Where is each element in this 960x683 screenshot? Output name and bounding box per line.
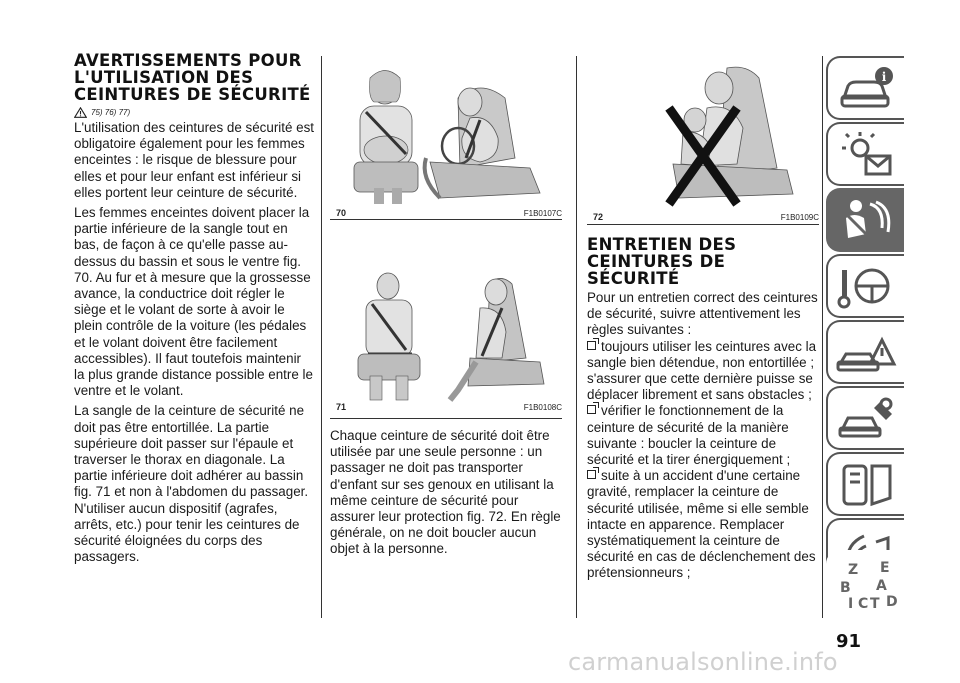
tab-warning-lights[interactable]	[826, 122, 904, 186]
index-letter: D	[886, 594, 898, 610]
bullet-marker-icon	[587, 405, 596, 414]
list-item: toujours utiliser les ceintures avec la sangle bien détendue, non entortillée ; s'assurer que cette dernière puisse se déplacer librement et sans obstacles ;	[587, 338, 817, 403]
warning-reference	[74, 106, 314, 118]
breakdown-icon	[836, 326, 898, 380]
figure-72	[587, 58, 819, 220]
paragraph-belt-position: Les femmes enceintes doivent placer la partie inférieure de la sangle tout en bas, de façon à ce qu'elle passe au-dessus du bassin et sous le ventre fig. 70. Au fur et à mesure que la grossesse avance, la conductrice doit régler le siège et le volant de sorte à avoir le plein contrôle de la voiture (les pédales et le volant doivent être facilement accessibles). Il faut toutefois maintenir la plus grande distance possible entre le ventre et le volant.	[74, 205, 313, 399]
tab-maintenance[interactable]	[826, 386, 904, 450]
tab-safety[interactable]	[826, 188, 904, 252]
figure-71	[330, 262, 562, 412]
technical-data-icon	[836, 458, 898, 512]
column-divider-2	[576, 56, 577, 618]
index-letter: C	[858, 596, 869, 612]
index-letter: E	[880, 560, 890, 576]
list-item: suite à un accident d'une certaine gravité, remplacer la ceinture de sécurité utilisée, même si elle semble intacte en apparence. Remplacer systématiquement la ceinture de sécurité en cas de déclenchement des prétensionneurs ;	[587, 468, 816, 581]
warning-lights-icon	[836, 128, 898, 182]
seat-airbag-icon	[836, 194, 898, 248]
bullet-marker-icon	[587, 341, 596, 350]
index-icon	[834, 554, 904, 614]
watermark: carmanualsonline.info	[568, 648, 838, 676]
column-single-use	[330, 428, 562, 558]
child-on-lap-prohibited-illustration	[587, 58, 819, 208]
tab-emergency[interactable]	[826, 320, 904, 384]
figure-72-divider	[587, 224, 819, 225]
bullet-marker-icon	[587, 470, 596, 479]
warning-triangle-icon	[74, 107, 87, 118]
figure-70	[330, 58, 562, 216]
section-title-warnings: AVERTISSEMENTS POUR L'UTILISATION DES CEINTURES DE SÉCURITÉ	[74, 51, 311, 104]
figure-70-number: 70	[336, 208, 347, 218]
maintenance-icon	[836, 392, 898, 446]
figure-71-code: F1B0108C	[523, 403, 562, 412]
index-letter: A	[876, 578, 887, 594]
index-letter: B	[840, 580, 851, 596]
page-number: 91	[836, 631, 862, 652]
index-letter: I	[848, 596, 854, 612]
steering-key-icon	[836, 260, 898, 314]
section-title-maintenance: ENTRETIEN DES CEINTURES DE SÉCURITÉ	[587, 235, 737, 288]
column-maintenance	[587, 236, 819, 582]
index-letter: Z	[848, 562, 859, 578]
tab-index[interactable]	[826, 550, 904, 614]
paragraph-single-use: Chaque ceinture de sécurité doit être utilisée par une seule personne : un passager ne doit pas transporter d'enfant sur ses genoux en utilisant la même ceinture de sécurité pour assurer leur protection fig. 72. En règle générale, on ne doit boucler aucun objet à la personne.	[330, 428, 561, 557]
tab-car-info[interactable]	[826, 56, 904, 120]
figure-71-number: 71	[336, 402, 347, 412]
figure-70-code: F1B0107C	[523, 209, 562, 218]
figure-71-divider	[330, 418, 562, 419]
pregnant-driver-illustration	[330, 58, 562, 206]
figure-70-divider	[330, 219, 562, 220]
column-divider-1	[321, 56, 322, 618]
paragraph-maintenance-intro: Pour un entretien correct des ceintures de sécurité, suivre attentivement les règles suivantes :	[587, 290, 818, 338]
list-item: vérifier le fonctionnement de la ceinture de sécurité de la manière suivante : boucler la ceinture de sécurité et la tirer énergiquement ;	[587, 403, 791, 468]
index-letter: T	[870, 596, 880, 612]
column-divider-3	[822, 56, 823, 618]
paragraph-belt-strap: La sangle de la ceinture de sécurité ne doit pas être entortillée. La partie supérieure doit passer sur l'épaule et traverser le thorax en diagonale. La partie inférieure doit adhérer au bassin fig. 71 et non à l'abdomen du passager. N'utiliser aucun dispositif (agrafes, arrêts, etc.) pour tenir les ceintures de sécurité éloignées du corps des passagers.	[74, 403, 309, 565]
svg-text:i: i	[881, 70, 887, 84]
tab-starting-driving[interactable]	[826, 254, 904, 318]
figure-72-number: 72	[593, 212, 604, 222]
figure-72-code: F1B0109C	[780, 213, 819, 222]
maintenance-rules-list	[587, 339, 819, 582]
car-info-icon	[836, 62, 898, 116]
warning-refs-text: 75) 76) 77)	[91, 107, 131, 117]
tab-technical-data[interactable]	[826, 452, 904, 516]
seatbelt-position-illustration	[330, 262, 562, 402]
column-safety-warnings	[74, 52, 314, 565]
paragraph-pregnancy: L'utilisation des ceintures de sécurité est obligatoire également pour les femmes enceintes : le risque de blessure pour elles et pour leur enfant est inférieur si elles portent leur ceinture de sécurité.	[74, 120, 314, 200]
